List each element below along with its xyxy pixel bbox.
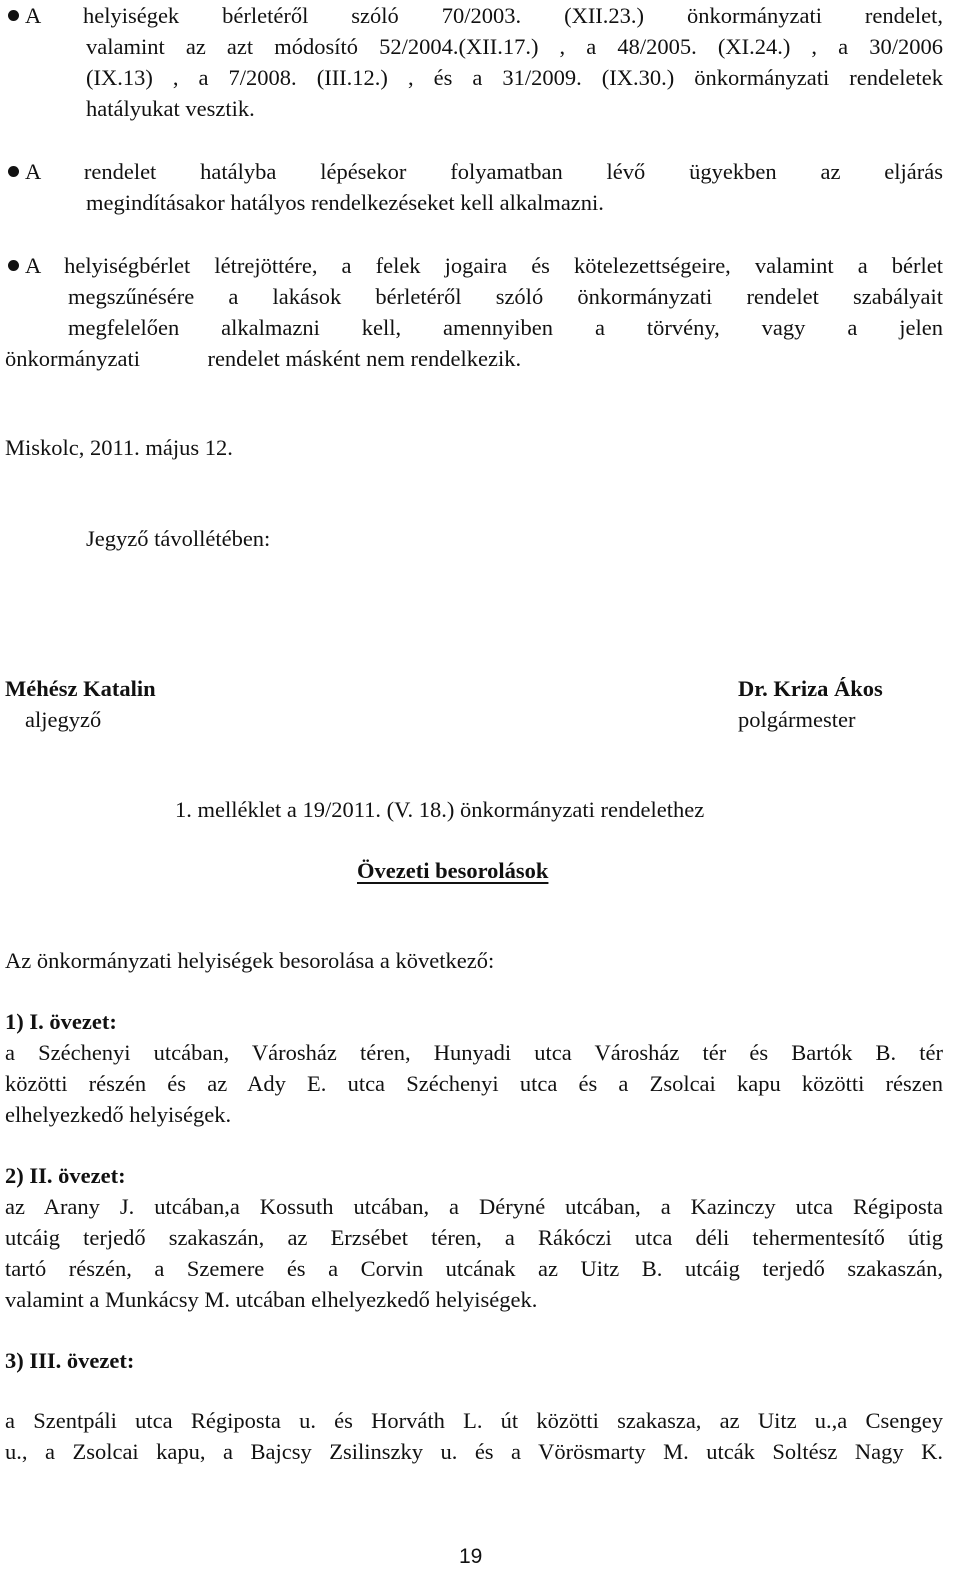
zone-1-line-2: közötti részén és az Ady E. utca Széchenyi utca és a Zsolcai kapu közötti részen bbox=[5, 1071, 943, 1096]
bullet-1-line-2: valamint az azt módosító 52/2004.(XII.17.) , a 48/2005. (XI.24.) , a 30/2006 bbox=[86, 34, 943, 59]
bullet-3-line-4: önkormányzati rendelet másként nem rendelkezik. bbox=[5, 346, 522, 371]
bullet-icon bbox=[8, 166, 19, 177]
absence-note: Jegyző távollétében: bbox=[86, 526, 271, 551]
bullet-3-line-3: megfelelően alkalmazni kell, amennyiben a törvény, vagy a jelen bbox=[68, 315, 943, 340]
zone-2-line-4: valamint a Munkácsy M. utcában elhelyezkedő helyiségek. bbox=[5, 1287, 538, 1312]
zone-3-line-2: u., a Zsolcai kapu, a Bajcsy Zsilinszky u. és a Vörösmarty M. utcák Soltész Nagy K. bbox=[5, 1439, 943, 1464]
bullet-1-line-4: hatályukat vesztik. bbox=[86, 96, 255, 121]
zone-3-line-1: a Szentpáli utca Régiposta u. és Horváth L. út közötti szakasza, az Uitz u.,a Csengey bbox=[5, 1408, 943, 1433]
bullet-icon bbox=[8, 10, 19, 21]
page-number: 19 bbox=[459, 1545, 483, 1568]
bullet-2-line-2: megindításakor hatályos rendelkezéseket kell alkalmazni. bbox=[86, 190, 604, 215]
annex-intro: Az önkormányzati helyiségek besorolása a következő: bbox=[5, 948, 495, 973]
bullet-1-line-3: (IX.13) , a 7/2008. (III.12.) , és a 31/2009. (IX.30.) önkormányzati rendeletek bbox=[86, 65, 943, 90]
zone-label: 2) II. övezet: bbox=[5, 1163, 126, 1188]
zone-1-line-1: a Széchenyi utcában, Városház téren, Hunyadi utca Városház tér és Bartók B. tér bbox=[5, 1040, 943, 1065]
signatory-title-left: aljegyző bbox=[25, 707, 102, 732]
place-date: Miskolc, 2011. május 12. bbox=[5, 435, 233, 460]
annex-heading: Övezeti besorolások bbox=[357, 858, 549, 883]
signatory-name-right: Dr. Kriza Ákos bbox=[738, 676, 883, 701]
zone-label: 3) III. övezet: bbox=[5, 1348, 135, 1373]
zone-2-line-3: tartó részén, a Szemere és a Corvin utcának az Uitz B. utcáig terjedő szakaszán, bbox=[5, 1256, 943, 1281]
zone-2-line-1: az Arany J. utcában,a Kossuth utcában, a Déryné utcában, a Kazinczy utca Régiposta bbox=[5, 1194, 943, 1219]
annex-caption: 1. melléklet a 19/2011. (V. 18.) önkormányzati rendelethez bbox=[175, 797, 705, 822]
signatory-name-left: Méhész Katalin bbox=[5, 676, 156, 701]
signatory-title-right: polgármester bbox=[738, 707, 856, 732]
zone-2-line-2: utcáig terjedő szakaszán, az Erzsébet téren, a Rákóczi utca déli tehermentesítő útig bbox=[5, 1225, 943, 1250]
bullet-2-line-1: A rendelet hatályba lépésekor folyamatban lévő ügyekben az eljárás bbox=[25, 159, 943, 184]
bullet-1-line-1: A helyiségek bérletéről szóló 70/2003. (XII.23.) önkormányzati rendelet, bbox=[25, 3, 943, 28]
bullet-icon bbox=[8, 260, 19, 271]
bullet-3-line-2: megszűnésére a lakások bérletéről szóló önkormányzati rendelet szabályait bbox=[68, 284, 943, 309]
bullet-3-line-1: A helyiségbérlet létrejöttére, a felek jogaira és kötelezettségeire, valamint a bérlet bbox=[25, 253, 943, 278]
zone-label: 1) I. övezet: bbox=[5, 1009, 117, 1034]
zone-1-line-3: elhelyezkedő helyiségek. bbox=[5, 1102, 232, 1127]
